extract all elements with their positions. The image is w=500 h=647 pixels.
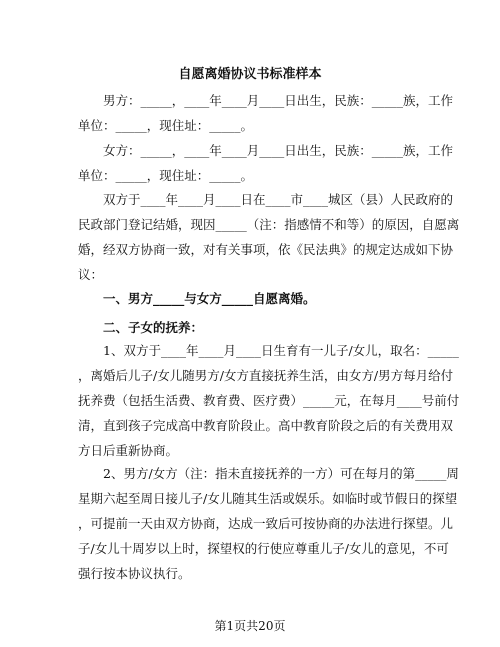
text-line: ，可提前一天由双方协商，达成一致后可按协商的办法进行探望。儿 xyxy=(78,516,454,531)
text-line: 子/女儿十周岁以上时，探望权的行使应尊重儿子/女儿的意见，不可 xyxy=(78,541,449,556)
section-heading: 二、子女的抚养： xyxy=(78,320,204,335)
text-line: 单位：_____，现住址：_____。 xyxy=(78,118,254,133)
page-number: 第1页共20页 xyxy=(214,619,286,633)
text-line: 婚，经双方协商一致，对有关事项，依《民法典》的规定达成如下协 xyxy=(78,242,454,257)
text-line: 抚养费（包括生活费、教育费、医疗费）_____元，在每月____号前付 xyxy=(78,393,460,408)
heading-divorce xyxy=(78,286,432,311)
paragraph-wife xyxy=(78,138,454,188)
paragraph-clause-1 xyxy=(78,338,460,463)
document-title: 自愿离婚协议书标准样本 xyxy=(178,67,322,82)
paragraph-marriage xyxy=(78,187,460,287)
section-heading: 一、男方_____与女方_____自愿离婚。 xyxy=(78,291,316,306)
heading-custody xyxy=(78,315,432,340)
text-line: 1、双方于____年____月____日生育有一儿子/女儿，取名：_____ xyxy=(78,343,459,358)
text-line: 清，直到孩子完成高中教育阶段止。高中教育阶段之后的有关费用双 xyxy=(78,418,454,433)
text-line: 双方于____年____月____日在____市____城区（县）人民政府的 xyxy=(78,192,454,207)
paragraph-clause-2 xyxy=(78,461,459,586)
text-line: 强行按本协议执行。 xyxy=(78,566,191,581)
text-line: 星期六起至周日接儿子/女儿随其生活或娱乐。如临时或节假日的探望 xyxy=(78,491,458,506)
text-line: 男方：_____，____年____月____日出生，民族：_____族，工作 xyxy=(78,93,454,108)
text-line: 2、男方/女方（注：指未直接抚养的一方）可在每月的第_____周 xyxy=(78,466,459,481)
text-line: 单位：_____，现住址：_____。 xyxy=(78,168,254,183)
text-line: 女方：_____，____年____月____日出生，民族：_____族，工作 xyxy=(78,143,454,158)
paragraph-husband xyxy=(78,88,454,138)
text-line: ，离婚后儿子/女儿随男方/女方直接抚养生活，由女方/男方每月给付 xyxy=(78,368,454,383)
text-line: 民政部门登记结婚，现因_____（注：指感情不和等）的原因，自愿离 xyxy=(78,217,460,232)
text-line: 议： xyxy=(78,267,104,282)
text-line: 方日后重新协商。 xyxy=(78,443,179,458)
